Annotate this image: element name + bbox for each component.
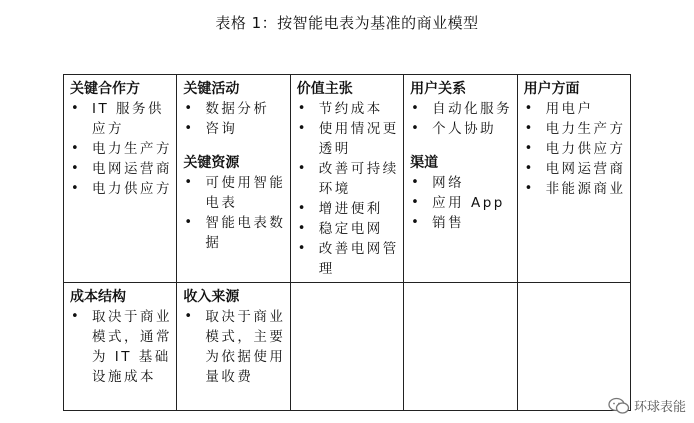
value-propositions-item: • 稳定电网 — [297, 219, 399, 239]
table-caption: 表格 1：按智能电表为基准的商业模型 — [215, 14, 479, 32]
customer-relationships-heading: 用户关系 — [410, 81, 467, 97]
cell-customer-segments — [517, 75, 630, 283]
key-partners-item: • 电网运营商 — [70, 159, 172, 179]
revenue-streams-item: • 取决于商业模式，主要为依据使用量收费 — [183, 307, 285, 387]
customer-relationships-item: • 自动化服务 — [410, 99, 512, 119]
customer-segments-item: • 电网运营商 — [524, 159, 626, 179]
value-propositions-heading: 价值主张 — [296, 81, 353, 97]
key-partners-item: • 电力生产方 — [70, 139, 172, 159]
cost-structure-heading: 成本结构 — [70, 289, 126, 305]
key-resources-heading: 关键资源 — [183, 155, 240, 171]
channels-item: • 销售 — [410, 213, 512, 233]
customer-segments-item: • 非能源商业 — [524, 179, 626, 199]
customer-segments-item: • 电力供应方 — [524, 139, 626, 159]
cell-revenue-streams — [177, 283, 290, 411]
cell-key-activities-resources — [177, 75, 290, 283]
customer-segments-heading: 用户方面 — [523, 81, 580, 97]
customer-relationships-item: • 个人协助 — [410, 119, 512, 139]
key-activities-item: • 数据分析 — [183, 99, 285, 119]
key-activities-item: • 咨询 — [183, 119, 285, 139]
cell-relationships-channels — [404, 75, 517, 283]
value-propositions-item: • 改善可持续环境 — [297, 159, 399, 199]
customer-segments-item: • 电力生产方 — [524, 119, 626, 139]
customer-segments-item: • 用电户 — [524, 99, 626, 119]
watermark-text: 环球表能 — [633, 400, 686, 415]
wechat-icon — [608, 397, 630, 415]
value-propositions-item: • 增进便利 — [297, 199, 399, 219]
cell-empty — [517, 283, 630, 411]
cell-empty — [404, 283, 517, 411]
channels-item: • 网络 — [410, 173, 512, 193]
cell-value-propositions — [290, 75, 403, 283]
key-partners-item: • 电力供应方 — [70, 179, 172, 199]
watermark — [608, 396, 686, 415]
business-model-canvas-table — [63, 74, 631, 411]
cell-key-partners — [64, 75, 177, 283]
revenue-streams-heading: 收入来源 — [183, 289, 240, 305]
channels-heading: 渠道 — [410, 155, 439, 171]
cell-empty — [290, 283, 403, 411]
value-propositions-item: • 节约成本 — [297, 99, 399, 119]
key-activities-heading: 关键活动 — [183, 81, 240, 97]
key-partners-item: • IT 服务供应方 — [70, 99, 172, 139]
key-resources-item: • 智能电表数据 — [183, 213, 285, 253]
cell-cost-structure — [64, 283, 177, 411]
key-resources-item: • 可使用智能电表 — [183, 173, 285, 213]
key-partners-heading: 关键合作方 — [70, 81, 140, 97]
channels-item: • 应用 App — [410, 193, 512, 213]
cost-structure-item: • 取决于商业模式，通常为 IT 基础设施成本 — [70, 307, 172, 387]
value-propositions-item: • 改善电网管理 — [297, 239, 399, 279]
value-propositions-item: • 使用情况更透明 — [297, 119, 399, 159]
